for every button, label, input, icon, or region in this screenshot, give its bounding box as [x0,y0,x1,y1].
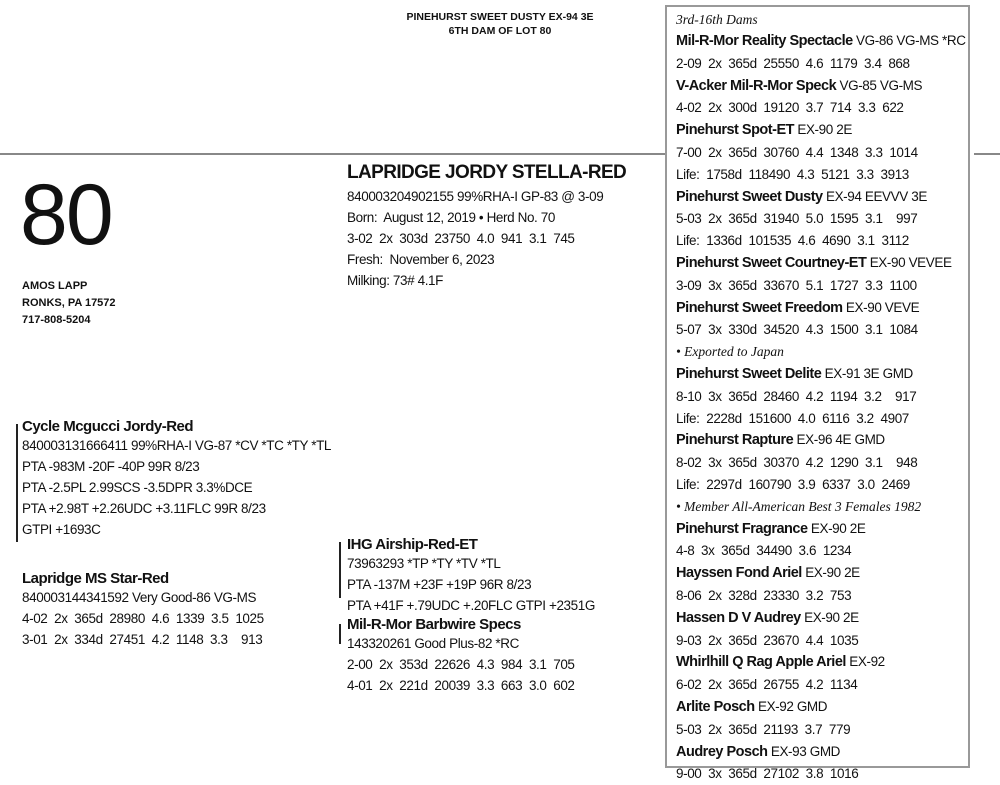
dam-entry [676,651,966,696]
grand-dam-line: 2-00 2x 353d 22626 4.3 984 3.1 705 [347,654,595,675]
dam-entry-classification: EX-91 3E GMD [821,366,913,381]
dam-entry [676,696,966,741]
dam-entry-name: V-Acker Mil-R-Mor Speck [676,78,836,94]
dam-entry-classification: EX-93 GMD [768,744,841,759]
dam-entry [676,363,966,429]
dam-entry-classification: EX-90 2E [808,521,866,536]
dam-entry [676,741,966,785]
owner-address: RONKS, PA 17572 [22,295,116,312]
dam-entry-name: Audrey Posch [676,744,768,760]
grand-dam-line: 143320261 Good Plus-82 *RC [347,633,595,654]
dam-entry-title [676,297,966,320]
dam-entry-record: Life: 2228d 151600 4.0 6116 3.2 4907 [676,408,966,430]
dam-entry-record: Life: 2297d 160790 3.9 6337 3.0 2469 [676,474,966,496]
lot-number: 80 [20,165,112,265]
divider-line-right [974,153,1000,155]
dam-entry-classification: EX-90 2E [802,565,860,580]
grand-sire-block [347,536,595,696]
grand-sire-line: PTA -137M +23F +19P 96R 8/23 [347,574,595,595]
dam-entry-classification: EX-92 [846,654,885,669]
dam-entry-name: Hassen D V Audrey [676,610,801,626]
animal-title: LAPRIDGE JORDY STELLA-RED [347,160,626,186]
dam-name: Lapridge MS Star-Red [22,570,264,587]
dam-entry-note: • Member All-American Best 3 Females 1982 [676,496,966,518]
grand-sire-name: IHG Airship-Red-ET [347,536,595,553]
dam-entry [676,562,966,607]
sire-line: GTPI +1693C [22,519,331,540]
dam-entry-title [676,607,966,630]
dam-entry-title [676,696,966,719]
dam-entry-classification: VG-86 VG-MS *RC [853,33,966,48]
dam-entry-classification: EX-90 VEVE [843,300,920,315]
dam-entry [676,429,966,517]
sire-bracket [16,424,18,542]
dam-entry-record: 8-06 2x 328d 23330 3.2 753 [676,585,966,607]
dam-line: 840003144341592 Very Good-86 VG-MS [22,587,264,608]
dam-entry-title [676,651,966,674]
dam-entry-record: 4-02 2x 300d 19120 3.7 714 3.3 622 [676,97,966,119]
dam-entry-record: 2-09 2x 365d 25550 4.6 1179 3.4 868 [676,53,966,75]
dam-entry-record: 9-03 2x 365d 23670 4.4 1035 [676,630,966,652]
sire-block [22,418,331,540]
dam-entry-record: 8-02 3x 365d 30370 4.2 1290 3.1 948 [676,452,966,474]
dam-entry [676,518,966,563]
grand-sire-bracket [339,542,341,598]
main-animal [347,160,626,291]
dam-entry-title [676,741,966,764]
dam-entry-record: 5-03 2x 365d 31940 5.0 1595 3.1 997 [676,208,966,230]
dam-line: 4-02 2x 365d 28980 4.6 1339 3.5 1025 [22,608,264,629]
dam-entry-title [676,429,966,452]
dam-entry-record: Life: 1758d 118490 4.3 5121 3.3 3913 [676,164,966,186]
dam-entry-classification: EX-96 4E GMD [793,432,885,447]
sire-name: Cycle Mcgucci Jordy-Red [22,418,331,435]
dam-entry-name: Pinehurst Spot-ET [676,122,794,138]
dam-entry-title [676,186,966,209]
dam-entry [676,186,966,252]
dam-entry [676,252,966,297]
dam-entry-title [676,119,966,142]
milking-line: Milking: 73# 4.1F [347,270,626,291]
dam-entry-record: 6-02 2x 365d 26755 4.2 1134 [676,674,966,696]
dam-entry-classification: EX-90 2E [801,610,859,625]
dam-line: 3-01 2x 334d 27451 4.2 1148 3.3 913 [22,629,264,650]
dam-entry-record: 4-8 3x 365d 34490 3.6 1234 [676,540,966,562]
dam-entry-name: Arlite Posch [676,699,755,715]
born-line: Born: August 12, 2019 • Herd No. 70 [347,207,626,228]
dam-entry-name: Pinehurst Sweet Delite [676,366,821,382]
grand-dam-name: Mil-R-Mor Barbwire Specs [347,616,595,633]
grand-sire-line: 73963293 *TP *TY *TV *TL [347,553,595,574]
owner-phone: 717-808-5204 [22,312,116,329]
dam-entry-title [676,518,966,541]
dam-entry-classification: EX-90 2E [794,122,852,137]
top-note-line2: 6TH DAM OF LOT 80 [380,24,620,38]
dam-entry-name: Pinehurst Sweet Courtney-ET [676,255,866,271]
owner-block [22,278,116,329]
dams-list [676,30,966,785]
dam-block [22,570,264,650]
dam-entry-title [676,75,966,98]
grand-sire-line: PTA +41F +.79UDC +.20FLC GTPI +2351G [347,595,595,616]
dam-entry [676,607,966,652]
animal-id-line: 840003204902155 99%RHA-I GP-83 @ 3-09 [347,186,626,207]
dam-entry-record: 5-03 2x 365d 21193 3.7 779 [676,719,966,741]
dam-entry [676,119,966,185]
dam-entry-name: Hayssen Fond Ariel [676,565,802,581]
divider-line [0,153,665,155]
dam-entry-record: 8-10 3x 365d 28460 4.2 1194 3.2 917 [676,386,966,408]
fresh-line: Fresh: November 6, 2023 [347,249,626,270]
top-note [380,10,620,38]
dam-entry-classification: EX-90 VEVEE [866,255,951,270]
dam-entry-record: 3-09 3x 365d 33670 5.1 1727 3.3 1100 [676,275,966,297]
dam-entry-name: Whirlhill Q Rag Apple Ariel [676,654,846,670]
dam-entry-record: Life: 1336d 101535 4.6 4690 3.1 3112 [676,230,966,252]
owner-name: AMOS LAPP [22,278,116,295]
grand-dam-line: 4-01 2x 221d 20039 3.3 663 3.0 602 [347,675,595,696]
sire-line: PTA -983M -20F -40P 99R 8/23 [22,456,331,477]
record-line: 3-02 2x 303d 23750 4.0 941 3.1 745 [347,228,626,249]
grand-dam-bracket [339,624,341,644]
dam-entry [676,297,966,363]
dam-entry-record: 5-07 3x 330d 34520 4.3 1500 3.1 1084 [676,319,966,341]
dam-entry-record: 9-00 3x 365d 27102 3.8 1016 [676,763,966,785]
dam-entry-record: 7-00 2x 365d 30760 4.4 1348 3.3 1014 [676,142,966,164]
dam-entry [676,30,966,75]
dam-entry [676,75,966,120]
dams-panel-header: 3rd-16th Dams [676,10,966,30]
dam-entry-title [676,30,966,53]
dam-entry-classification: EX-92 GMD [755,699,828,714]
dam-entry-title [676,562,966,585]
dam-entry-note: • Exported to Japan [676,341,966,363]
sire-line: PTA -2.5PL 2.99SCS -3.5DPR 3.3%DCE [22,477,331,498]
sire-line: 840003131666411 99%RHA-I VG-87 *CV *TC *TY *TL [22,435,331,456]
top-note-line1: PINEHURST SWEET DUSTY EX-94 3E [380,10,620,24]
dam-entry-classification: EX-94 EEVVV 3E [823,189,927,204]
dam-entry-name: Pinehurst Sweet Freedom [676,300,843,316]
dams-panel [676,10,966,785]
dam-entry-name: Pinehurst Rapture [676,432,793,448]
dam-entry-title [676,363,966,386]
dam-entry-name: Pinehurst Fragrance [676,521,808,537]
dam-entry-name: Pinehurst Sweet Dusty [676,189,823,205]
sire-line: PTA +2.98T +2.26UDC +3.11FLC 99R 8/23 [22,498,331,519]
dam-entry-title [676,252,966,275]
dam-entry-name: Mil-R-Mor Reality Spectacle [676,33,853,49]
dam-entry-classification: VG-85 VG-MS [836,78,922,93]
